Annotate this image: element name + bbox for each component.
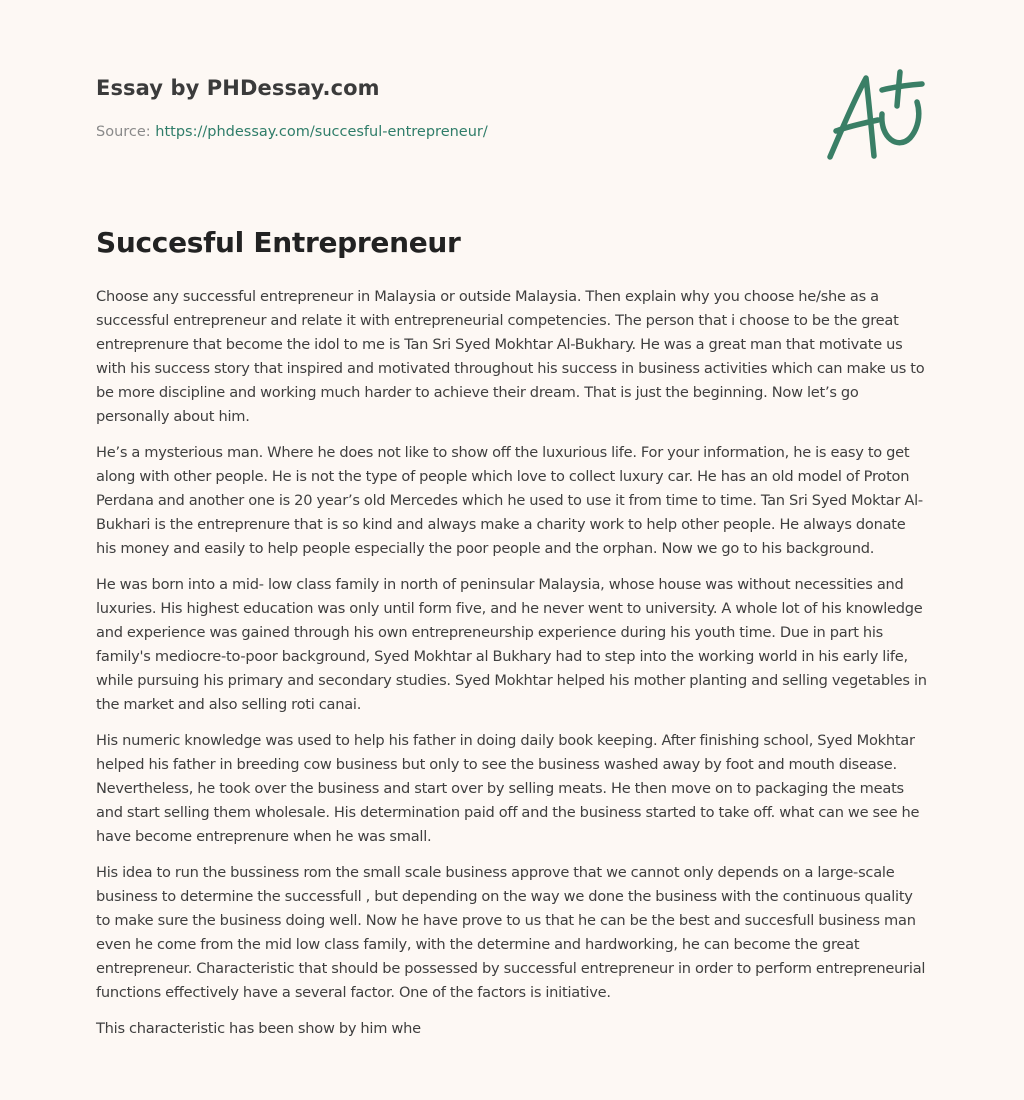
essay-paragraph: Choose any successful entrepreneur in Malaysia or outside Malaysia. Then explain why you choose he/she as a successful entrepreneur and relate it with entrepreneurial competencies. The person that i choose to be the great entreprenure that become the idol to me is Tan Sri Syed Mokhtar Al-Bukhary. He was a great man that motivate us with his success story that inspired and motivated throughout his success in business activities which can make us to be more discipline and working much harder to achieve their dream. That is just the beginning. Now let’s go personally about him. — [96, 288, 925, 425]
essay-title: Succesful Entrepreneur — [96, 226, 461, 259]
essay-body — [96, 285, 928, 1053]
essay-paragraph: He was born into a mid- low class family in north of peninsular Malaysia, whose house was without necessities and luxuries. His highest education was only until form five, and he never went to university. A whole lot of his knowledge and experience was gained through his own entrepreneurship experience during his youth time. Due in part his family's mediocre-to-poor background, Syed Mokhtar al Bukhary had to step into the working world in his early life, while pursuing his primary and secondary studies. Syed Mokhtar helped his mother planting and selling vegetables in the market and also selling roti canai. — [96, 576, 927, 713]
source-link[interactable]: https://phdessay.com/succesful-entrepreneur/ — [155, 124, 488, 140]
site-brand: Essay by PHDessay.com — [96, 76, 380, 100]
essay-paragraph: He’s a mysterious man. Where he does not like to show off the luxurious life. For your information, he is easy to get along with other people. He is not the type of people which love to collect luxury car. He has an old model of Proton Perdana and another one is 20 year’s old Mercedes which he used to use it from time to time. Tan Sri Syed Moktar Al-Bukhari is the entreprenure that is so kind and always make a charity work to help other people. He always donate his money and easily to help people especially the poor people and the orphan. Now we go to his background. — [96, 444, 923, 557]
essay-paragraph: This characteristic has been show by him whe — [96, 1020, 421, 1037]
source-label: Source: — [96, 124, 156, 140]
source-line — [96, 124, 488, 140]
a-plus-logo-icon — [824, 68, 928, 164]
essay-paragraph: His idea to run the bussiness rom the small scale business approve that we cannot only depends on a large-scale business to determine the successfull , but depending on the way we done the business with the continuous quality to make sure the business doing well. Now he have prove to us that he can be the best and succesfull business man even he come from the mid low class family, with the determine and hardworking, he can become the great entrepreneur. Characteristic that should be possessed by successful entrepreneur in order to perform entrepreneurial functions effectively have a several factor. One of the factors is initiative. — [96, 864, 926, 1001]
essay-paragraph: His numeric knowledge was used to help his father in doing daily book keeping. After finishing school, Syed Mokhtar helped his father in breeding cow business but only to see the business washed away by foot and mouth disease. Nevertheless, he took over the business and start over by selling meats. He then move on to packaging the meats and start selling them wholesale. His determination paid off and the business started to take off. what can we see he have become entreprenure when he was small. — [96, 732, 920, 845]
